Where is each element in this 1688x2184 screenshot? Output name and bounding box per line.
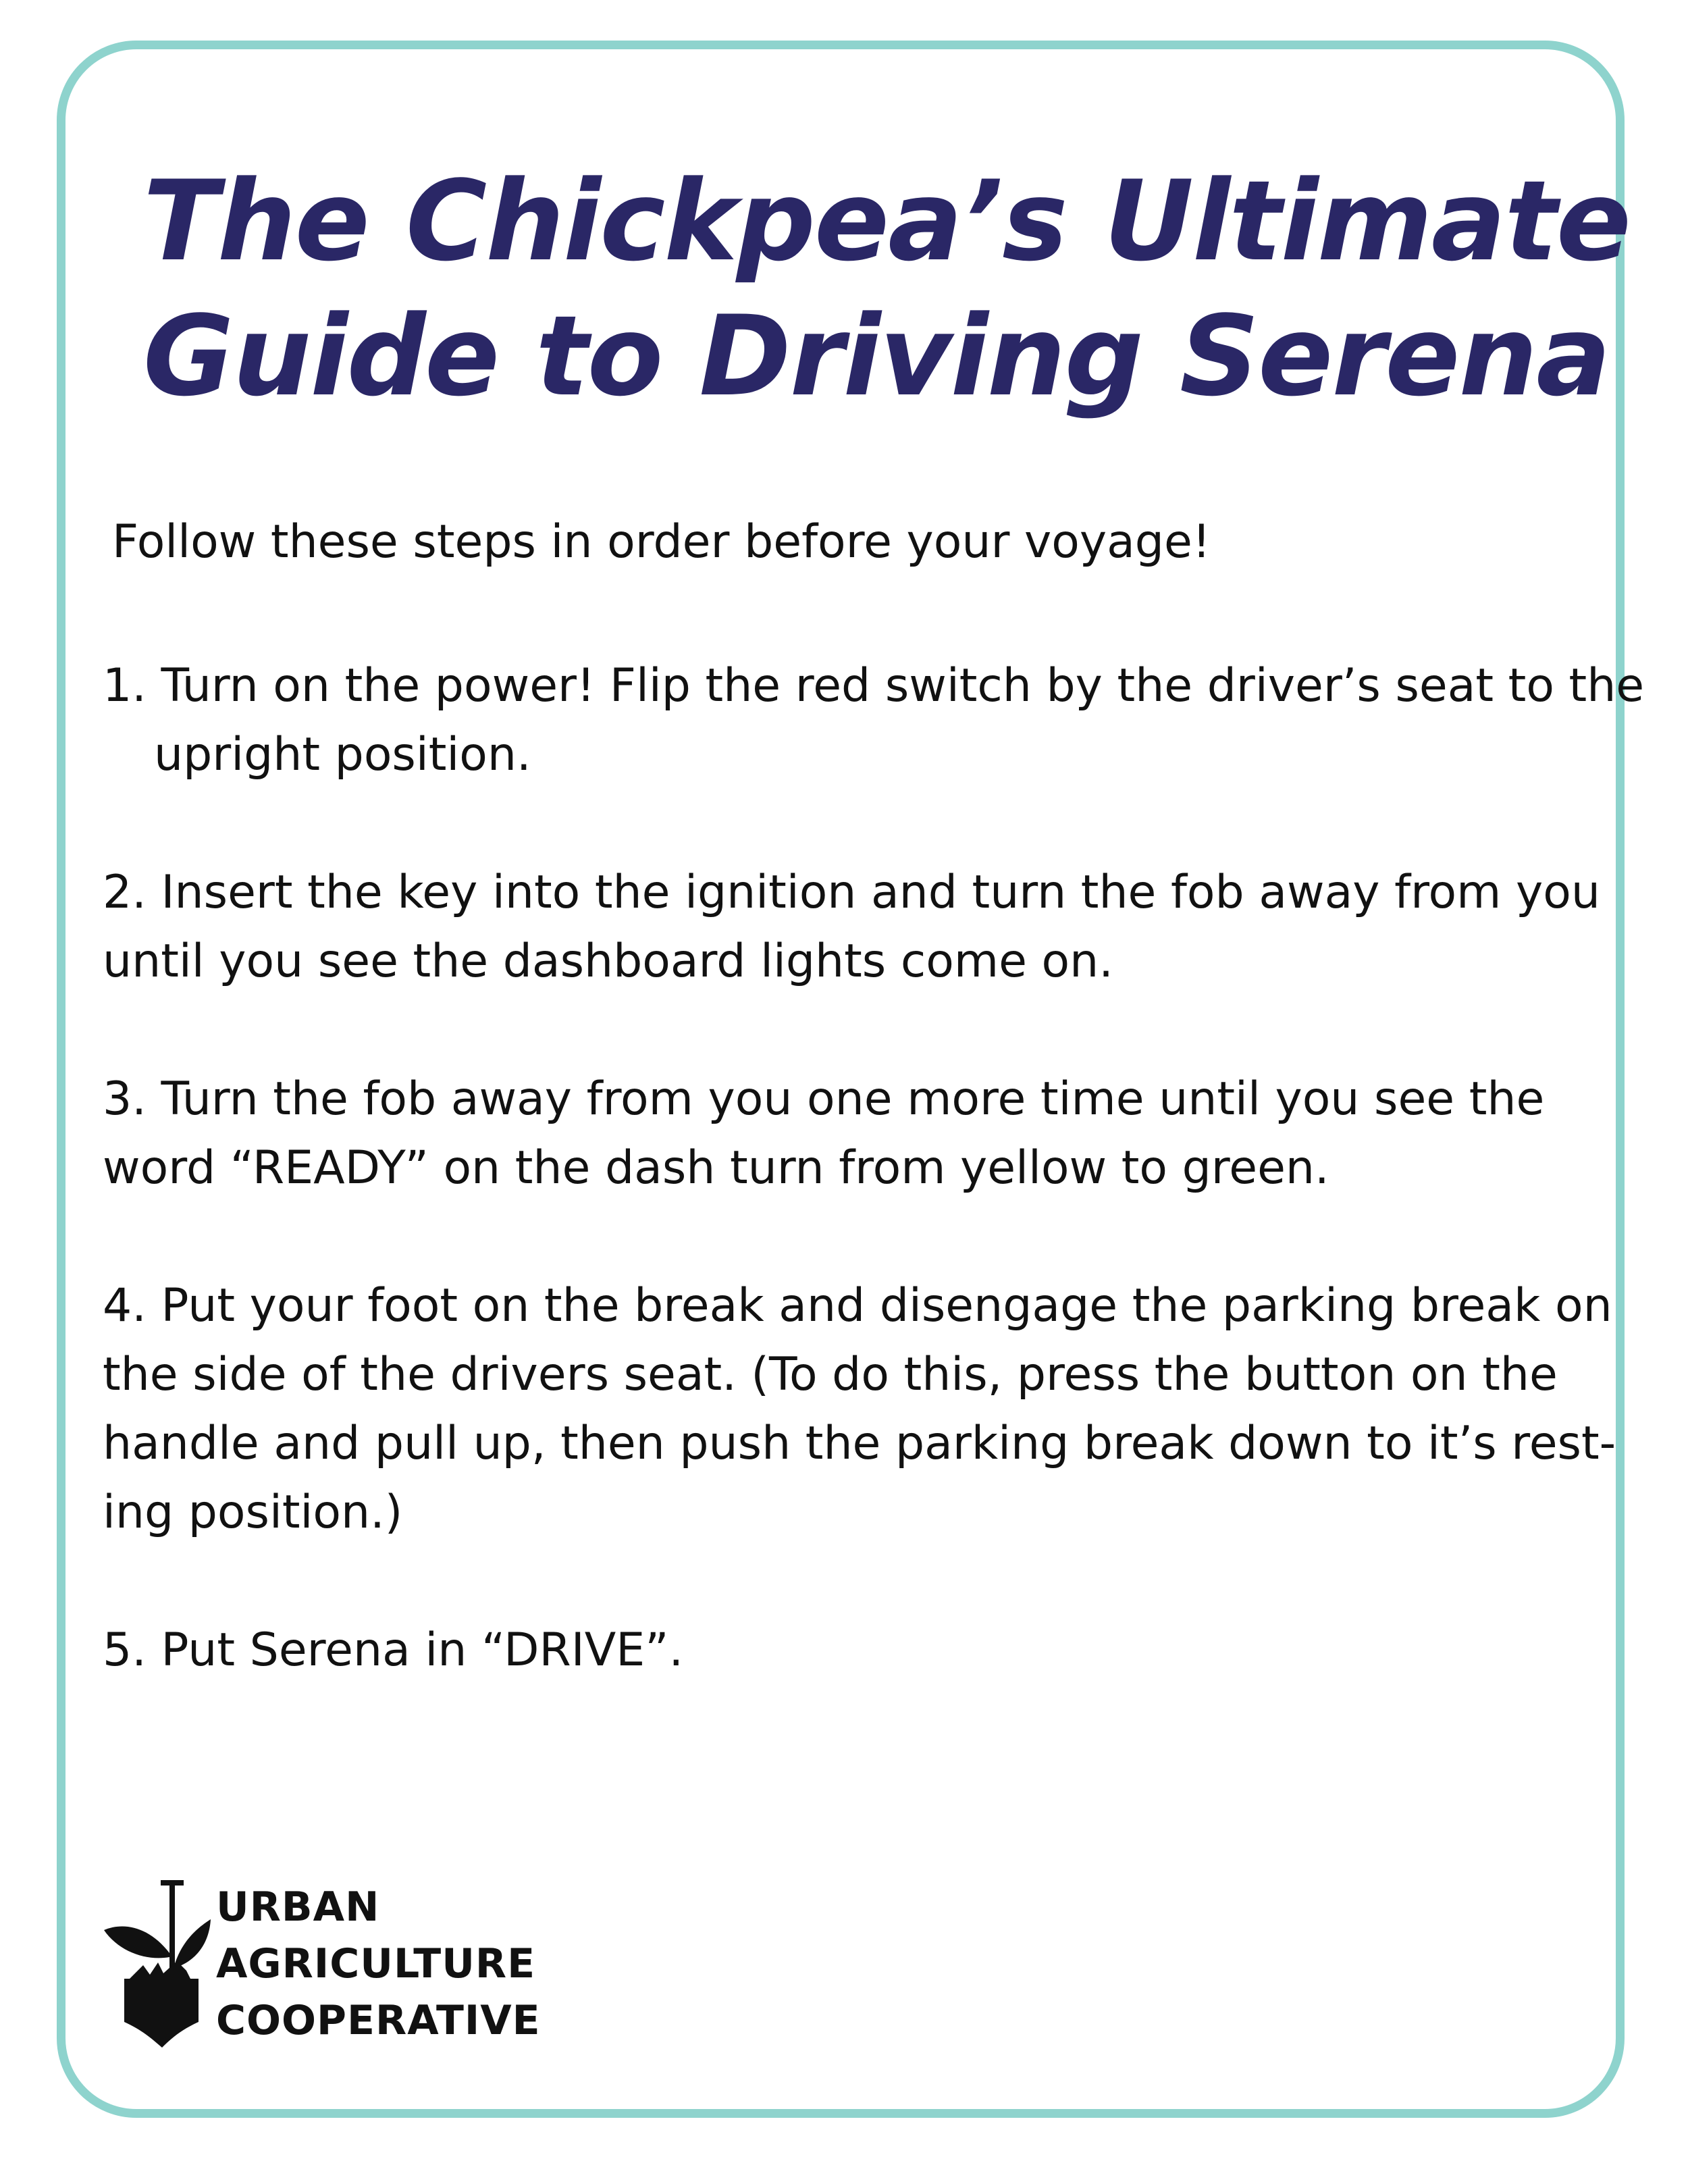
step-line: handle and pull up, then push the parking break down to it’s rest- [103, 1417, 1616, 1470]
step-line: until you see the dashboard lights come on. [103, 935, 1113, 988]
step-2 [103, 858, 1600, 996]
step-5 [103, 1616, 1575, 1685]
title-line-1: The Chickpea’s Ultimate [143, 157, 1631, 286]
step-line: ing position.) [103, 1486, 403, 1539]
step-line: 1. Turn on the power! Flip the red switch by the driver’s seat to the [103, 659, 1645, 712]
step-line: the side of the drivers seat. (To do this, press the button on the [103, 1348, 1558, 1401]
logo-line-3: COOPERATIVE [216, 1997, 541, 2044]
step-line: word “READY” on the dash turn from yellow to green. [103, 1141, 1329, 1195]
step-1 [103, 652, 1645, 789]
logo-line-2: AGRICULTURE [216, 1940, 536, 1987]
intro-text: Follow these steps in order before your voyage! [112, 515, 1211, 569]
cooperative-logo [101, 1877, 574, 2053]
step-line: 3. Turn the fob away from you one more time until you see the [103, 1072, 1545, 1126]
step-line: 2. Insert the key into the ignition and turn the fob away from you [103, 866, 1600, 919]
title-line-2: Guide to Driving Serena [143, 292, 1610, 421]
step-line: upright position. [154, 728, 531, 781]
step-4 [103, 1272, 1616, 1547]
logo-line-1: URBAN [216, 1883, 380, 1931]
steps-list [103, 652, 1645, 1754]
step-line: 5. Put Serena in “DRIVE”. [103, 1623, 684, 1677]
logo-wordmark [216, 1879, 541, 2049]
step-line: 4. Put your foot on the break and disengage the parking break on [103, 1279, 1612, 1332]
seedling-shovel-icon [101, 1877, 216, 2053]
step-3 [103, 1065, 1575, 1203]
page-title [143, 154, 1631, 424]
